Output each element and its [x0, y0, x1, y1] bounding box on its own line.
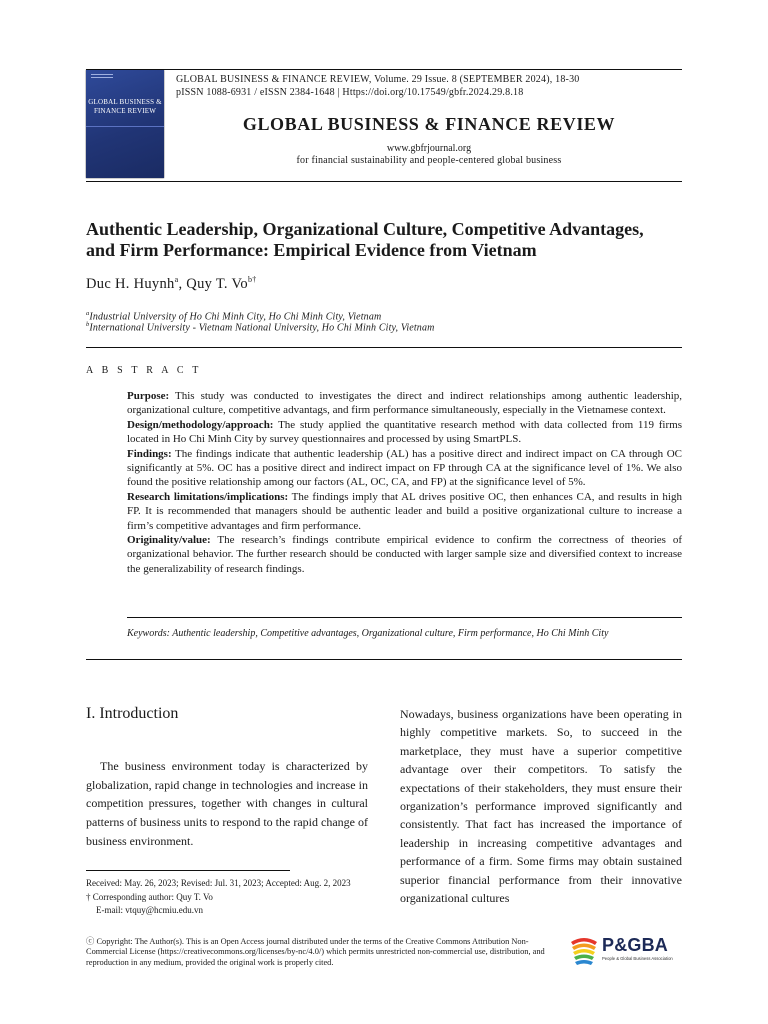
abstract-findings — [127, 447, 682, 490]
abstract-design — [127, 418, 682, 447]
author-separator: , — [178, 275, 187, 292]
journal-url[interactable]: www.gbfrjournal.org — [386, 143, 472, 154]
license-notice: ⓒ Copyright: The Author(s). This is an Open Access journal distributed under the terms of the Creative Commons Attribution Non-Commercial License (https://creativecommons.org/licenses/by-nc/4.0/) which permits unrestricted non-commercial use, distribution, and reproduction in any medium, provided the original work is properly cited. — [86, 937, 545, 967]
citation-line: GLOBAL BUSINESS & FINANCE REVIEW, Volume. 29 Issue. 8 (SEPTEMBER 2024), 18-30 — [176, 74, 580, 85]
logo-subtitle: People & Global Business Association — [602, 956, 673, 961]
purpose-label: Purpose: — [127, 390, 170, 402]
logo-name: P&GBA — [602, 935, 669, 955]
limitations-label: Research limitations/implications: — [127, 490, 289, 503]
abstract-originality — [127, 533, 682, 576]
keywords: Keywords: Authentic leadership, Competitive advantages, Organizational culture, Firm performance, Ho Chi Minh City — [127, 628, 609, 639]
association-logo — [568, 934, 688, 968]
affiliation-a-mark: a — [86, 310, 90, 317]
top-rule — [86, 69, 682, 70]
header-bottom-rule — [86, 181, 682, 182]
author-2-affil-mark: b† — [247, 275, 257, 284]
findings-text: The findings indicate that authentic leadership (AL) has a positive direct and indirect impact on CA through OC significantly at 5%. OC has a positive direct and indirect impact on FP through CA at the significance level of 1%. We also found the positive relationship among our factors (AL, OC, CA, and FP) at the significance level of 5%. — [127, 447, 682, 489]
abstract-top-rule — [86, 347, 682, 348]
intro-paragraph-left: The business environment today is characterized by globalization, rapid change in technologies and increase in competition pressures, together with changes in cultural patterns of business units to respond to the rapid change of business environment. — [86, 759, 368, 848]
findings-label: Findings: — [127, 447, 172, 460]
affiliation-b-text: International University - Vietnam National University, Ho Chi Minh City, Vietnam — [89, 322, 435, 334]
author-email[interactable]: E-mail: vtquy@hcmiu.edu.vn — [96, 905, 204, 915]
received-dates: Received: May. 26, 2023; Revised: Jul. 31, 2023; Accepted: Aug. 2, 2023 — [86, 878, 351, 888]
title-line-2: and Firm Performance: Empirical Evidence from Vietnam — [86, 240, 537, 260]
intro-paragraph-right: Nowadays, business organizations have been operating in highly competitive markets. So, to succeed in the marketplace, they must have a superior competitive advantage over their competitors. To satisfy the expectations of their stakeholders, they must ensure their organization’s performance improved significantly and consistently. That fact has increased the importance of leadership in increasing competitive advantages and performance of a firm. Some firms may obtain sustained superior financial performance from their innovative organizational cultures — [400, 707, 682, 906]
design-label: Design/methodology/approach: — [127, 418, 274, 431]
article-title — [86, 219, 686, 261]
journal-tagline: for financial sustainability and people-centered global business — [296, 155, 562, 166]
abstract-body — [127, 389, 682, 576]
affiliation-b-mark: b — [86, 321, 90, 328]
purpose-text: This study was conducted to investigates the direct and indirect relationships among authentic leadership, organizational culture, competitive advantags, and firm performance simultaneously, especially in the Vietnamese context. — [127, 390, 682, 417]
originality-text: The research’s findings contribute empirical evidence to confirm the correctness of theories of organizational behavior. The further research should be conducted with larger sample size and diversified context to increase the generalizability of research findings. — [127, 534, 682, 575]
logo-mark-icon — [568, 934, 600, 968]
author-list — [86, 275, 257, 293]
affiliation-a-text: Industrial University of Ho Chi Minh City, Ho Chi Minh City, Vietnam — [89, 311, 382, 323]
originality-label: Originality/value: — [127, 534, 211, 547]
corresponding-author: † Corresponding author: Quy T. Vo — [86, 891, 213, 902]
author-1-affil-mark: a — [174, 275, 179, 284]
abstract-heading: A B S T R A C T — [86, 365, 202, 376]
abstract-purpose — [127, 389, 682, 418]
keywords-top-rule — [127, 617, 682, 618]
design-text: The study applied the quantitative research method with data collected from 119 firms located in Ho Chi Minh City by survey questionnaires and processed by using SmartPLS. — [127, 418, 682, 446]
cover-stripe — [86, 126, 164, 127]
journal-name: GLOBAL BUSINESS & FINANCE REVIEW — [242, 114, 616, 134]
affiliation-b — [86, 321, 434, 333]
limitations-text: The findings imply that AL drives positive OC, then enhances CA, and results in high FP. It is recommended that managers should be authentic leader and build a positive organizational culture to increase a firm’s competitive advantages and firm performance. — [127, 490, 682, 532]
author-2: Quy T. Vo — [186, 275, 248, 292]
journal-cover-image — [86, 70, 164, 178]
footnote-rule — [86, 870, 290, 871]
section-heading-introduction: I. Introduction — [86, 705, 179, 722]
title-line-1: Authentic Leadership, Organizational Culture, Competitive Advantages, — [86, 219, 644, 239]
cover-masthead-lines — [91, 74, 113, 82]
footnotes — [86, 877, 376, 918]
keywords-bottom-rule — [86, 659, 682, 660]
abstract-limitations — [127, 490, 682, 533]
author-1: Duc H. Huynh — [86, 275, 175, 292]
issn-doi-line: pISSN 1088-6931 / eISSN 2384-1648 | Https://doi.org/10.17549/gbfr.2024.29.8.18 — [176, 87, 524, 98]
cover-title: GLOBAL BUSINESS & FINANCE REVIEW — [88, 98, 162, 115]
